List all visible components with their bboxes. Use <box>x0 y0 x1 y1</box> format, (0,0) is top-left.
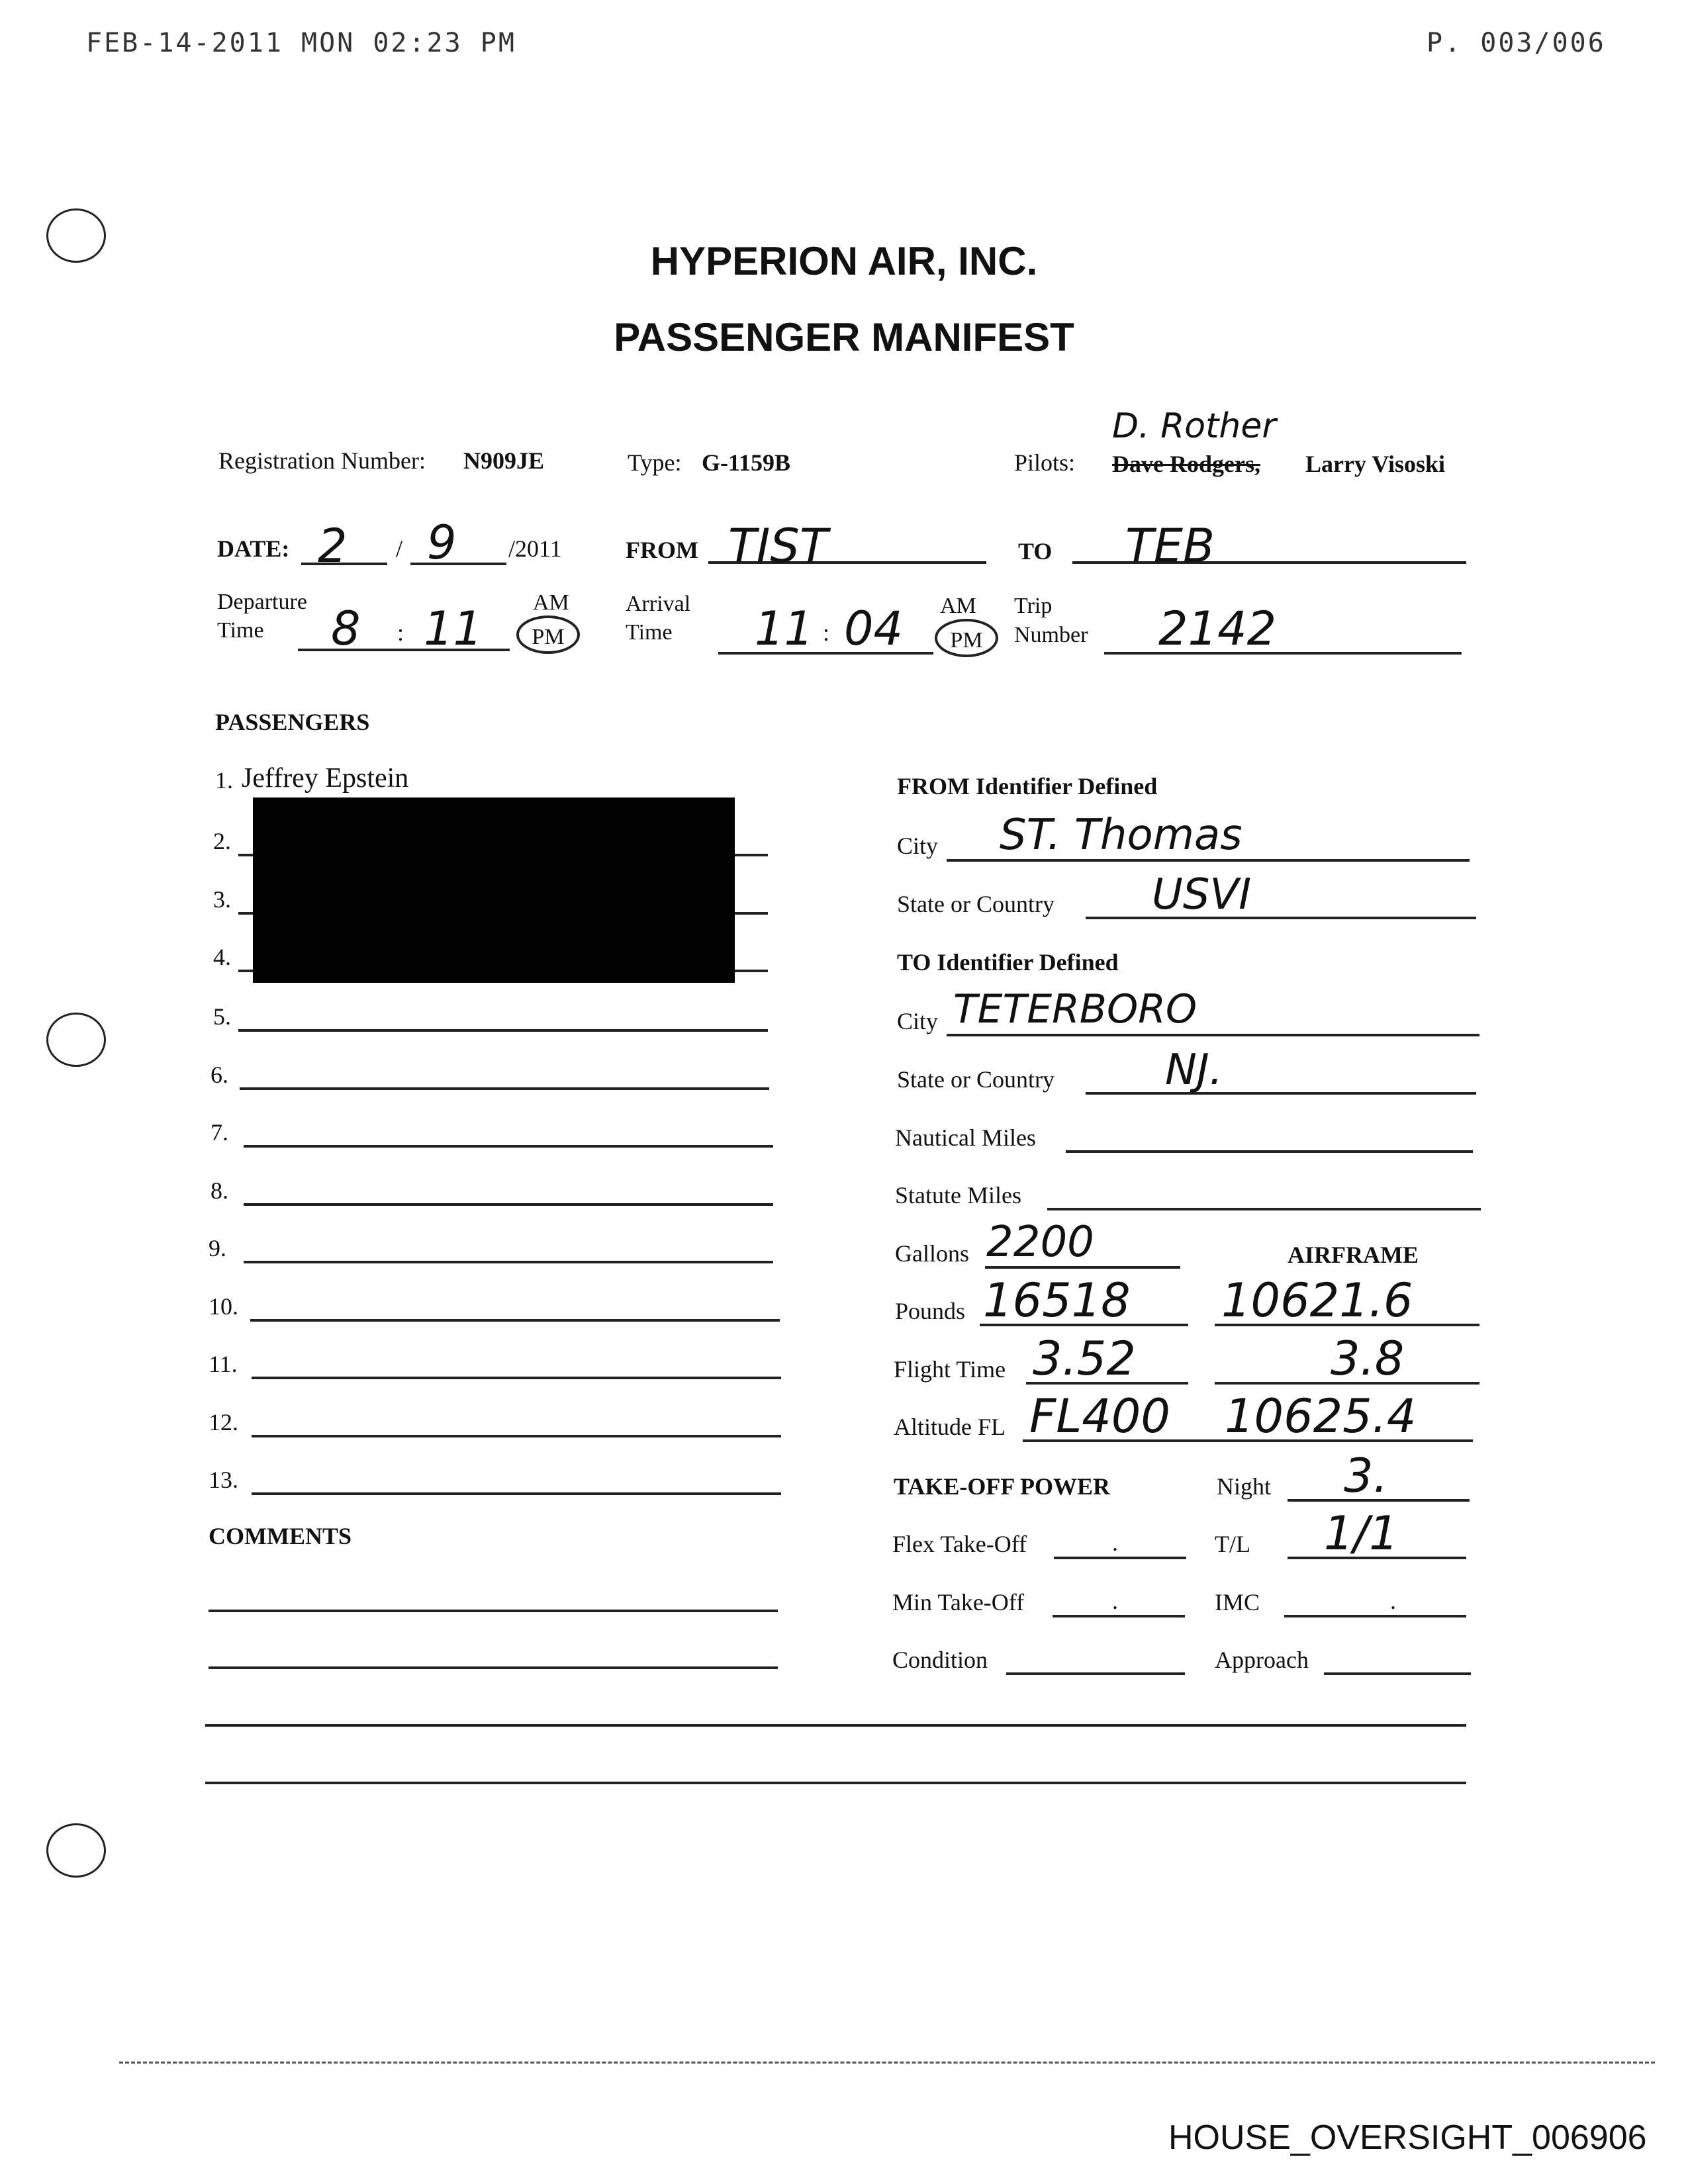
fax-timestamp: FEB-14-2011 MON 02:23 PM <box>86 28 516 58</box>
passenger-7-number: 7. <box>211 1119 228 1146</box>
date-day-line <box>410 563 506 565</box>
altitude-value: FL400 <box>1029 1389 1170 1443</box>
arrival-label-1: Arrival <box>626 592 691 616</box>
date-label: DATE: <box>217 535 290 562</box>
condition-label: Condition <box>892 1647 988 1673</box>
pounds-label: Pounds <box>895 1298 966 1324</box>
airframe-start-value: 10621.6 <box>1221 1273 1413 1328</box>
tl-value: 1/1 <box>1324 1506 1399 1561</box>
passenger-5-line <box>238 1029 768 1032</box>
flex-takeoff-dot: . <box>1112 1529 1118 1556</box>
condition-line <box>1006 1672 1185 1675</box>
fax-page-number: P. 003/006 <box>1427 28 1606 58</box>
to-city-line <box>947 1034 1479 1036</box>
registration-value: N909JE <box>463 447 545 474</box>
form-title: PASSENGER MANIFEST <box>614 315 1074 359</box>
arrival-hours: 11 <box>755 602 814 656</box>
altitude-label: Altitude FL <box>894 1414 1006 1440</box>
airframe-heading: AIRFRAME <box>1288 1242 1419 1268</box>
passenger-1-number: 1. <box>215 767 233 794</box>
flex-takeoff-label: Flex Take-Off <box>892 1531 1027 1557</box>
arrival-minutes: 04 <box>844 602 904 656</box>
from-state-label: State or Country <box>897 891 1055 917</box>
binder-hole-bottom <box>46 1823 106 1878</box>
flight-time-label: Flight Time <box>894 1356 1006 1383</box>
date-day: 9 <box>427 516 457 570</box>
to-state-label: State or Country <box>897 1066 1055 1093</box>
passenger-10-line <box>250 1319 780 1322</box>
passenger-1-name: Jeffrey Epstein <box>242 763 409 794</box>
arrival-am: AM <box>940 594 976 618</box>
departure-label-1: Departure <box>217 590 307 614</box>
min-takeoff-dot: . <box>1112 1588 1118 1614</box>
nautical-miles-label: Nautical Miles <box>895 1124 1036 1151</box>
statute-miles-line <box>1047 1208 1481 1210</box>
arrival-colon: : <box>823 619 830 646</box>
date-year: /2011 <box>508 535 562 562</box>
imc-dot: . <box>1390 1588 1396 1614</box>
departure-am: AM <box>533 590 569 615</box>
arrival-pm-circled: PM <box>935 619 998 657</box>
passenger-7-line <box>244 1145 773 1148</box>
min-takeoff-line <box>1053 1615 1185 1617</box>
passenger-11-number: 11. <box>209 1351 238 1377</box>
tl-label: T/L <box>1215 1531 1250 1557</box>
from-city-label: City <box>897 833 939 859</box>
company-title: HYPERION AIR, INC. <box>650 239 1038 283</box>
trip-number: 2142 <box>1158 602 1277 656</box>
passenger-8-line <box>244 1203 773 1206</box>
passenger-6-number: 6. <box>211 1062 228 1088</box>
passenger-3-number: 3. <box>213 886 231 913</box>
to-city-label: City <box>897 1008 939 1034</box>
gallons-label: Gallons <box>895 1240 969 1267</box>
passenger-5-number: 5. <box>213 1003 231 1030</box>
min-takeoff-label: Min Take-Off <box>892 1589 1025 1615</box>
date-month: 2 <box>318 519 348 573</box>
scan-edge-line <box>119 2062 1655 2064</box>
airframe-end-value: 10625.4 <box>1225 1389 1417 1443</box>
from-city-value: ST. Thomas <box>1000 811 1243 860</box>
passenger-2-number: 2. <box>213 828 231 854</box>
gallons-value: 2200 <box>986 1218 1094 1267</box>
passenger-12-line <box>252 1435 781 1437</box>
departure-colon: : <box>397 619 404 646</box>
nautical-miles-line <box>1066 1150 1473 1153</box>
departure-minutes: 11 <box>424 602 483 656</box>
departure-label-2: Time <box>217 618 264 643</box>
to-label: TO <box>1018 538 1053 565</box>
passengers-heading: PASSENGERS <box>215 709 370 735</box>
passenger-12-number: 12. <box>209 1409 238 1435</box>
night-label: Night <box>1217 1473 1272 1500</box>
bates-number: HOUSE_OVERSIGHT_006906 <box>1168 2118 1647 2157</box>
flight-time-value: 3.52 <box>1033 1332 1136 1386</box>
passenger-11-line <box>252 1377 781 1379</box>
passenger-9-number: 9. <box>209 1235 226 1261</box>
comments-line-4 <box>205 1782 1466 1784</box>
from-value: TIST <box>728 519 828 573</box>
pilot2-name: Larry Visoski <box>1305 451 1446 477</box>
departure-hours: 8 <box>331 602 361 656</box>
comments-line-2 <box>209 1666 778 1669</box>
passenger-8-number: 8. <box>211 1177 228 1204</box>
redaction-box <box>253 797 735 983</box>
binder-hole-middle <box>46 1013 106 1067</box>
passenger-9-line <box>244 1261 773 1263</box>
statute-miles-label: Statute Miles <box>895 1182 1021 1208</box>
registration-label: Registration Number: <box>218 447 426 474</box>
pilots-label: Pilots: <box>1014 449 1076 476</box>
passenger-13-line <box>252 1492 781 1495</box>
trip-label-1: Trip <box>1014 594 1053 618</box>
approach-label: Approach <box>1215 1647 1309 1673</box>
type-label: Type: <box>628 449 682 476</box>
comments-line-3 <box>205 1724 1466 1727</box>
from-state-value: USVI <box>1152 870 1252 919</box>
departure-pm-circled: PM <box>516 615 580 654</box>
flex-takeoff-line <box>1054 1557 1186 1559</box>
pilot1-handwritten: D. Rother <box>1112 406 1276 446</box>
airframe-time-value: 3.8 <box>1331 1332 1405 1386</box>
trip-label-2: Number <box>1014 623 1088 647</box>
to-state-value: NJ. <box>1165 1046 1223 1095</box>
to-identifier-heading: TO Identifier Defined <box>897 949 1119 976</box>
takeoff-heading: TAKE-OFF POWER <box>894 1473 1110 1500</box>
arrival-label-2: Time <box>626 620 673 645</box>
date-sep: / <box>396 535 403 562</box>
passenger-4-number: 4. <box>213 944 231 970</box>
pilot1-struck: Dave Rodgers, <box>1112 451 1260 477</box>
comments-line-1 <box>209 1610 778 1612</box>
from-state-line <box>1086 917 1476 919</box>
passenger-6-line <box>240 1087 769 1090</box>
to-state-line <box>1086 1092 1476 1095</box>
pounds-value: 16518 <box>983 1273 1131 1328</box>
comments-heading: COMMENTS <box>209 1523 352 1549</box>
passenger-13-number: 13. <box>209 1467 238 1493</box>
from-label: FROM <box>626 537 698 563</box>
trip-line <box>1104 652 1462 655</box>
night-value: 3. <box>1344 1449 1388 1503</box>
imc-line <box>1284 1615 1466 1617</box>
from-identifier-heading: FROM Identifier Defined <box>897 773 1158 799</box>
to-city-value: TETERBORO <box>953 986 1197 1032</box>
approach-line <box>1324 1672 1471 1675</box>
to-value: TEB <box>1125 519 1215 573</box>
passenger-10-number: 10. <box>209 1293 238 1320</box>
type-value: G-1159B <box>702 449 791 476</box>
imc-label: IMC <box>1215 1589 1260 1615</box>
